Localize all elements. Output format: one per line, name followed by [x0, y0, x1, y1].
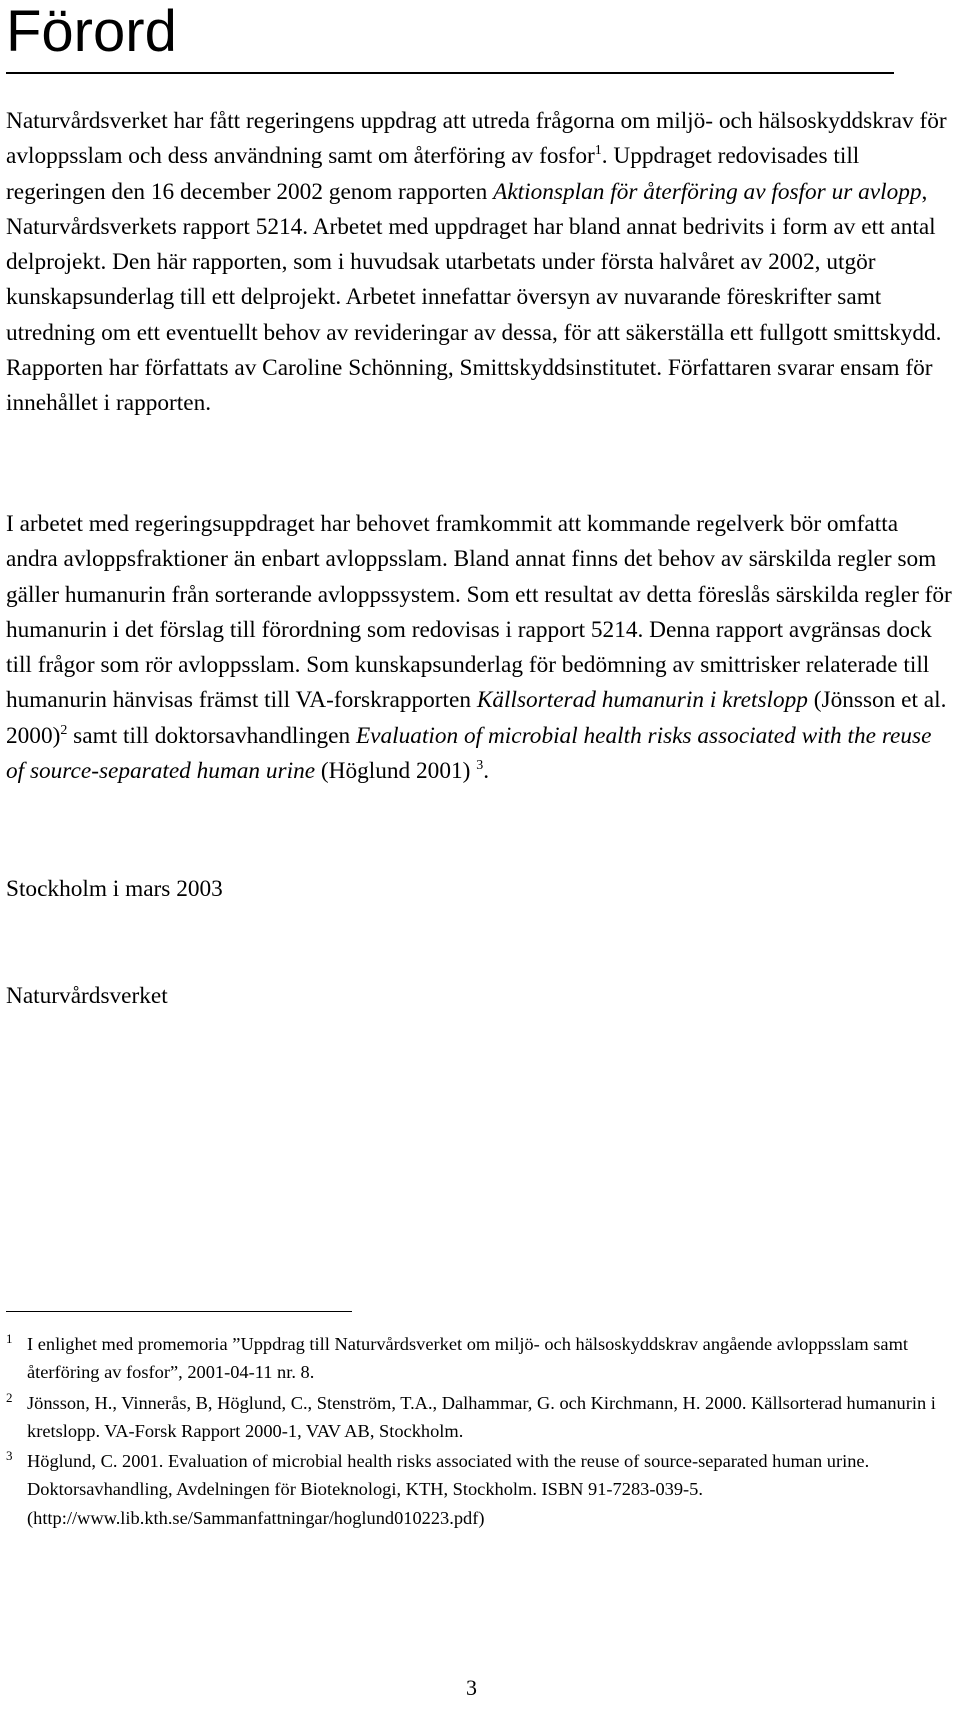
- page-title: Förord: [6, 0, 177, 64]
- text-run: .: [483, 758, 490, 785]
- footnote-reference: 3: [476, 758, 484, 774]
- place-and-date: Stockholm i mars 2003: [6, 876, 223, 902]
- footnote-3: [6, 1447, 952, 1532]
- signature: Naturvårdsverket: [6, 983, 168, 1009]
- footnote-text: Höglund, C. 2001. Evaluation of microbial health risks associated with the reuse of source-separated human urine. Doktorsavhandling, Avdelningen för Bioteknologi, KTH, Stockholm. ISBN 91-7283-039-5. (http://www.lib.kth.se/Sammanfattningar/hoglund010223.pdf): [27, 1451, 870, 1528]
- footnotes: [6, 1330, 952, 1534]
- text-run: , Naturvårdsverkets rapport 5214. Arbetet med uppdraget har bland annat bedrivits i form av ett antal delprojekt. Den här rapporten, som i huvudsak utarbetats under första halvåret av 2002, utgör kunskapsunderlag till ett delprojekt. Arbetet innefattar översyn av nuvarande föreskrifter samt utredning om ett eventuellt behov av revideringar av dessa, för att säkerställa ett fullgott smittskydd. Rapporten har författats av Caroline Schönning, Smittskyddsinstitutet. Författaren svarar ensam för innehållet i rapporten.: [6, 178, 942, 417]
- footnote-number: 3: [6, 1448, 13, 1464]
- footnote-number: 2: [6, 1389, 13, 1405]
- text-run: (Höglund 2001): [315, 758, 477, 785]
- italic-title: Källsorterad humanurin i kretslopp: [476, 687, 808, 714]
- footnote-reference: 1: [594, 143, 602, 159]
- italic-title: Aktionsplan för återföring av fosfor ur avlopp: [493, 178, 922, 205]
- page-number: 3: [466, 1675, 477, 1700]
- text-run: samt till doktorsavhandlingen: [67, 722, 356, 749]
- footnote-1: [6, 1330, 952, 1387]
- text-run: (Jönsson et al. 2000): [6, 687, 947, 749]
- text-run: Naturvårdsverket har fått regeringens uppdrag att utreda frågorna om miljö- och hälsoskyddskrav för avloppsslam och dess användning samt om återföring av fosfor: [6, 108, 947, 170]
- footnote-text: I enlighet med promemoria ”Uppdrag till Naturvårdsverket om miljö- och hälsoskyddskrav angående avloppsslam samt återföring av fosfor”, 2001-04-11 nr. 8.: [27, 1334, 908, 1383]
- footnote-number: 1: [6, 1331, 13, 1346]
- paragraph-1: [6, 104, 952, 422]
- italic-title: Evaluation of microbial health risks associated with the reuse of source-separated human urine: [6, 722, 932, 785]
- title-underline: [6, 72, 894, 74]
- paragraph-2: [6, 507, 952, 789]
- footnote-separator: [6, 1311, 352, 1312]
- footnote-text: Jönsson, H., Vinnerås, B, Höglund, C., Stenström, T.A., Dalhammar, G. och Kirchmann, H. 2000. Källsorterad humanurin i kretslopp. VA-Forsk Rapport 2000-1, VAV AB, Stockholm.: [27, 1392, 936, 1441]
- text-run: . Uppdraget redovisades till regeringen den 16 december 2002 genom rapporten: [6, 143, 860, 205]
- footnote-2: [6, 1389, 952, 1446]
- footnote-reference: 2: [60, 723, 68, 739]
- text-run: I arbetet med regeringsuppdraget har behovet framkommit att kommande regelverk bör omfatta andra avloppsfraktioner än enbart avloppsslam. Bland annat finns det behov av särskilda regler som gäller humanurin från sorterande avloppssystem. Som ett resultat av detta föreslås särskilda regler för humanurin i det förslag till förordning som redovisas i rapport 5214. Denna rapport avgränsas dock till frågor som rör avloppsslam. Som kunskapsunderlag för bedömning av smittrisker relaterade till humanurin hänvisas främst till VA-forskrapporten: [6, 511, 952, 714]
